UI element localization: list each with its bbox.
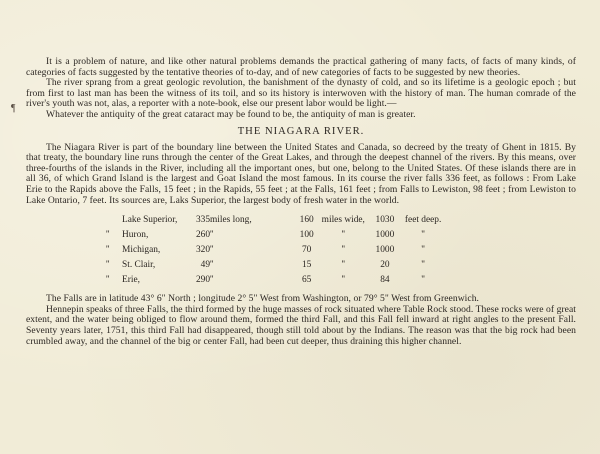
lake-cell-feet: 1030 — [375, 215, 395, 226]
lake-cell-q4: feet deep. — [404, 215, 442, 226]
lake-cell-wide: 100 — [299, 230, 314, 241]
lake-cell-name: St. Clair, — [122, 260, 156, 271]
lake-cell-ml: '' — [210, 245, 214, 256]
lake-row — [106, 245, 441, 260]
lake-cell-ml: '' — [210, 275, 214, 286]
tail-section — [26, 294, 576, 347]
lake-cell-q2 — [252, 245, 292, 260]
lake-cell-q: '' — [106, 275, 110, 286]
intro-paragraph-3: Whatever the antiquity of the great cataract may be found to be, the antiquity of man is greater. — [46, 108, 416, 120]
lake-cell-miles: 260 — [195, 230, 210, 241]
river-section — [26, 143, 576, 207]
lake-cell-miles: 49 — [200, 260, 210, 271]
lake-cell-q3: '' — [341, 230, 345, 241]
lake-cell-name: Erie, — [122, 275, 140, 286]
lake-cell-q3: miles wide, — [321, 215, 365, 226]
lake-cell-q4: '' — [421, 245, 425, 256]
lake-row — [106, 215, 441, 230]
lake-cell-wide: 160 — [299, 215, 314, 226]
lake-cell-wide: 15 — [301, 260, 312, 271]
lake-cell-q3: '' — [341, 260, 345, 271]
lake-cell-q2 — [252, 260, 292, 275]
lake-cell-miles: 320 — [195, 245, 210, 256]
section-title: THE NIAGARA RIVER. — [237, 125, 365, 137]
lake-cell-q2 — [252, 230, 292, 245]
lake-cell-ml: '' — [210, 260, 214, 271]
lake-cell-name: Huron, — [122, 230, 149, 241]
lake-cell-name: Michigan, — [122, 245, 161, 256]
lake-cell-wide: 65 — [301, 275, 312, 286]
lake-cell-miles: 290 — [195, 275, 210, 286]
lake-row — [106, 230, 441, 245]
margin-mark: ¶ — [11, 103, 16, 114]
falls-latitude-paragraph: The Falls are in latitude 43° 6" North ; longitude 2° 5" West from Washington, or 79° 5" West from Greenwich. — [46, 293, 479, 305]
lake-cell-ml: '' — [210, 230, 214, 241]
lake-cell-feet: 1000 — [375, 245, 395, 256]
lake-cell-miles: 335 — [195, 215, 210, 226]
lake-cell-q3: '' — [341, 275, 345, 286]
lake-cell-feet: 84 — [380, 275, 390, 286]
lake-cell-q2 — [252, 275, 292, 290]
lakes-table — [106, 215, 441, 290]
lake-cell-q: '' — [106, 230, 110, 241]
lake-cell-name: Lake Superior, — [122, 215, 178, 226]
lake-cell-q4: '' — [421, 230, 425, 241]
lake-cell-q4: '' — [421, 260, 425, 271]
hennepin-paragraph: Hennepin speaks of three Falls, the third formed by the huge masses of rock situated where Table Rock stood. These rocks were of great extent, and the water being obliged to flow around them, formed the third Fall, and this Fall fell inward at right angles to the present Fall. Seventy years later, 1751, this third Fall had disappeared, though still told about by the Indians. The reason was that the big rock had been crumbled away, and the channel of the big or center Fall, had been cut deeper, thus draining this higher channel. — [26, 303, 576, 347]
lake-cell-ml: miles long, — [210, 215, 252, 226]
intro-paragraph-1: It is a problem of nature, and like other natural problems demands the practical gathering of many facts, of facts of many kinds, of categories of facts suggested by the tentative theories of to-day, and of new categories of facts to be suggested by new theories. — [26, 56, 576, 78]
lake-cell-feet: 1000 — [375, 230, 395, 241]
lake-cell-q2 — [252, 215, 292, 230]
lake-cell-feet: 20 — [380, 260, 390, 271]
lake-cell-wide: 70 — [301, 245, 312, 256]
lake-cell-q3: '' — [341, 245, 345, 256]
lake-cell-q: '' — [106, 245, 110, 256]
river-paragraph: The Niagara River is part of the boundary line between the United States and Canada, so decreed by the treaty of Ghent in 1815. By that treaty, the boundary line runs through the center of the Great Lakes, and through the deepest channel of the rivers. By this means, over three-fourths of the islands in the River, including all the important ones, but one, belong to the United States. Of these islands there are in all 36, of which Grand Island is the largest and Goat Island the most famous. In its course the river falls 336 feet, as follows : From Lake Erie to the Rapids above the Falls, 15 feet ; in the Rapids, 55 feet ; at the Falls, 161 feet ; from Falls to Lewiston, 98 feet ; from Lewiston to Lake Ontario, 7 feet. Its sources are, Laks Superior, the largest body of fresh water in the world. — [26, 141, 576, 206]
lake-cell-q: '' — [106, 260, 110, 271]
text-column — [26, 57, 576, 347]
lake-cell-q — [106, 215, 122, 230]
intro-paragraph-2: The river sprang from a great geologic revolution, the banishment of the dynasty of cold, and so its lifetime is a geologic epoch ; but from first to last man has been the witness of its toil, and so its history is interwoven with the history of man. The human comrade of the river's youth was not, alas, a reporter with a note-book, else our present labor would be light.— — [26, 77, 576, 110]
lake-row — [106, 275, 441, 290]
lake-row — [106, 260, 441, 275]
lake-cell-q4: '' — [421, 275, 425, 286]
